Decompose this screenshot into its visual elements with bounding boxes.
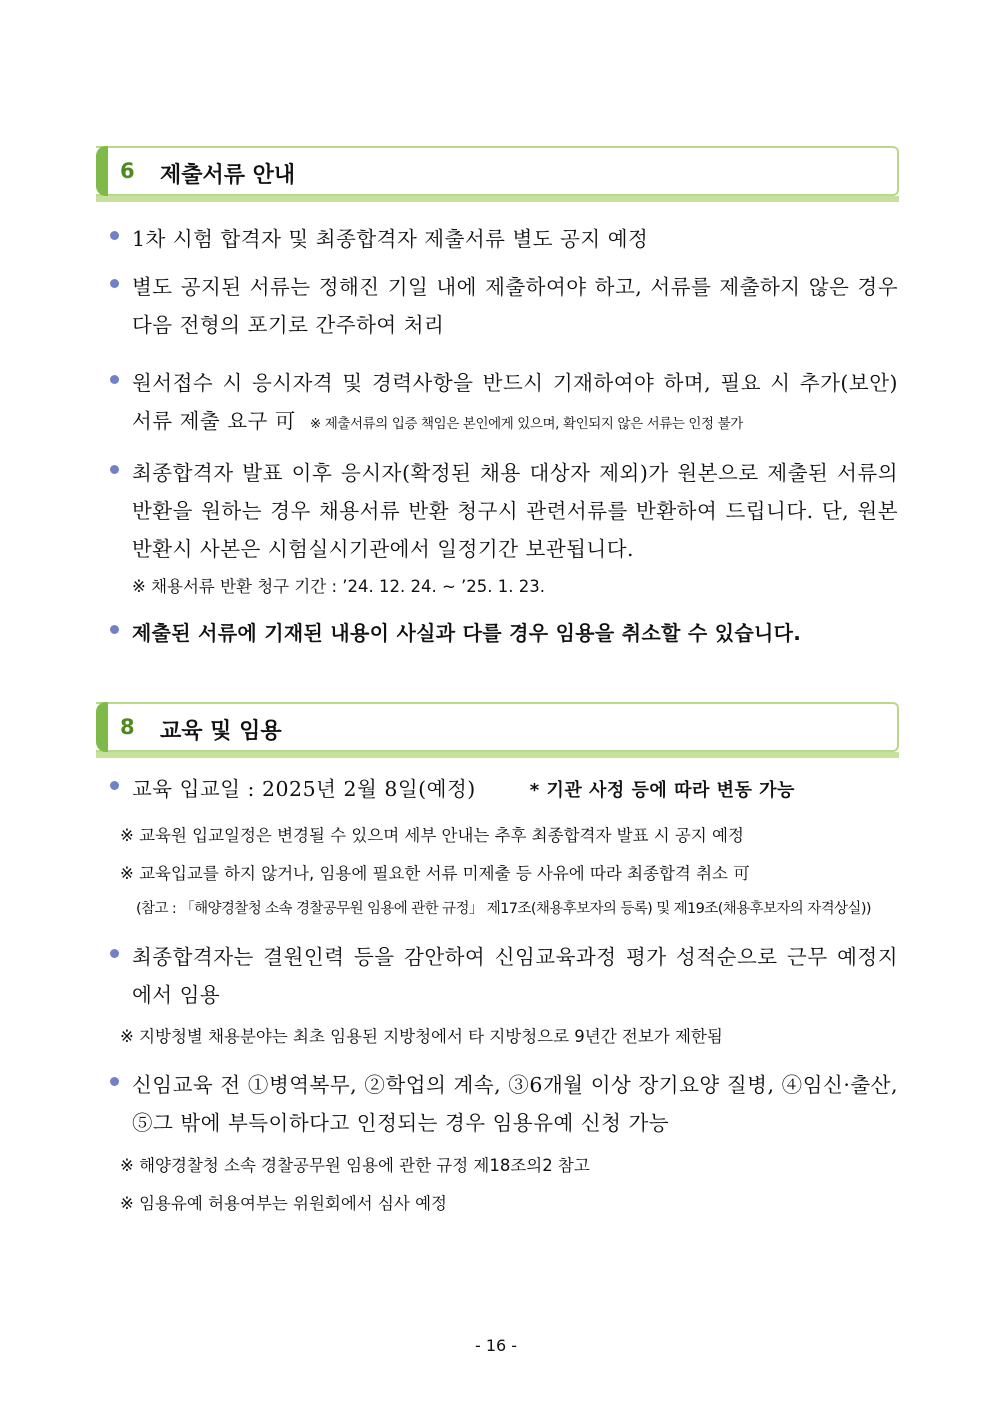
list-item [108,220,898,258]
bullet-icon [110,231,119,240]
note-text: ※ 채용서류 반환 청구 기간 : ’24. 12. 24. ~ ’25. 1. 23. [132,577,545,596]
section-title: 제출서류 안내 [160,163,296,188]
section-header-underline [96,196,899,202]
section-accent-bar [96,146,108,196]
section-title: 교육 및 임용 [160,719,282,744]
list-item [108,614,898,652]
note-reference: (참고 : 「해양경찰청 소속 경찰공무원 임용에 관한 규정」 제17조(채용후보자의 등록) 및 제19조(채용후보자의 자격상실)) [136,901,871,917]
section-number: 8 [120,715,135,739]
bullet-text: 신임교육 전 ①병역복무, ②학업의 계속, ③6개월 이상 장기요양 질병, ④임신·출산, ⑤그 밖에 부득이하다고 인정되는 경우 임용유예 신청 가능 [132,1073,898,1135]
bullet-icon [110,1077,119,1086]
inline-note: ※ 제출서류의 입증 책임은 본인에게 있으며, 확인되지 않은 서류는 인정 불가 [309,416,743,432]
bullet-icon [110,279,119,288]
list-item [108,1066,898,1142]
section-number: 6 [120,159,135,183]
note-text: ※ 교육원 입교일정은 변경될 수 있으며 세부 안내는 추후 최종합격자 발표 시 공지 예정 [120,826,744,845]
list-item [108,454,898,568]
bullet-text: 1차 시험 합격자 및 최종합격자 제출서류 별도 공지 예정 [132,227,649,251]
bullet-text: 최종합격자 발표 이후 응시자(확정된 채용 대상자 제외)가 원본으로 제출된 서류의 반환을 원하는 경우 채용서류 반환 청구시 관련서류를 반환하여 드립니다. 단, 원본 반환시 사본은 시험실시기관에서 일정기간 보관됩니다. [132,461,898,561]
bullet-main-text: 원서접수 시 응시자격 및 경력사항을 반드시 기재하여야 하며, 필요 시 추가(보안) 서류 제출 요구 可 [132,371,898,433]
note-text: ※ 교육입교를 하지 않거나, 임용에 필요한 서류 미제출 등 사유에 따라 최종합격 취소 可 [120,864,750,883]
section-accent-bar [96,702,108,752]
list-item [108,938,898,1014]
bullet-text: 제출된 서류에 기재된 내용이 사실과 다를 경우 임용을 취소할 수 있습니다. [132,621,802,645]
section-8-header [96,702,899,752]
bullet-icon [110,465,119,474]
note-text: ※ 임용유예 허용여부는 위원회에서 심사 예정 [120,1194,447,1213]
bullet-icon [110,375,119,384]
bullet-main-text: 교육 입교일 : 2025년 2월 8일(예정) [132,777,476,801]
bullet-icon [110,781,119,790]
list-item [108,364,898,443]
bullet-text: 최종합격자는 결원인력 등을 감안하여 신임교육과정 평가 성적순으로 근무 예정지에서 임용 [132,945,898,1007]
section-6-header [96,146,899,196]
note-text: ※ 해양경찰청 소속 경찰공무원 임용에 관한 규정 제18조의2 참고 [120,1156,590,1175]
bullet-text [132,770,898,810]
page-number: - 16 - [474,1336,518,1355]
inline-aside: * 기관 사정 등에 따라 변동 가능 [529,780,795,801]
bullet-text [132,364,898,443]
bullet-text: 별도 공지된 서류는 정해진 기일 내에 제출하여야 하고, 서류를 제출하지 않은 경우 다음 전형의 포기로 간주하여 처리 [132,275,898,337]
bullet-icon [110,625,119,634]
list-item [108,268,898,344]
note-text: ※ 지방청별 채용분야는 최초 임용된 지방청에서 타 지방청으로 9년간 전보가 제한됨 [120,1027,723,1046]
bullet-icon [110,949,119,958]
section-header-underline [96,752,899,758]
list-item [108,770,898,810]
